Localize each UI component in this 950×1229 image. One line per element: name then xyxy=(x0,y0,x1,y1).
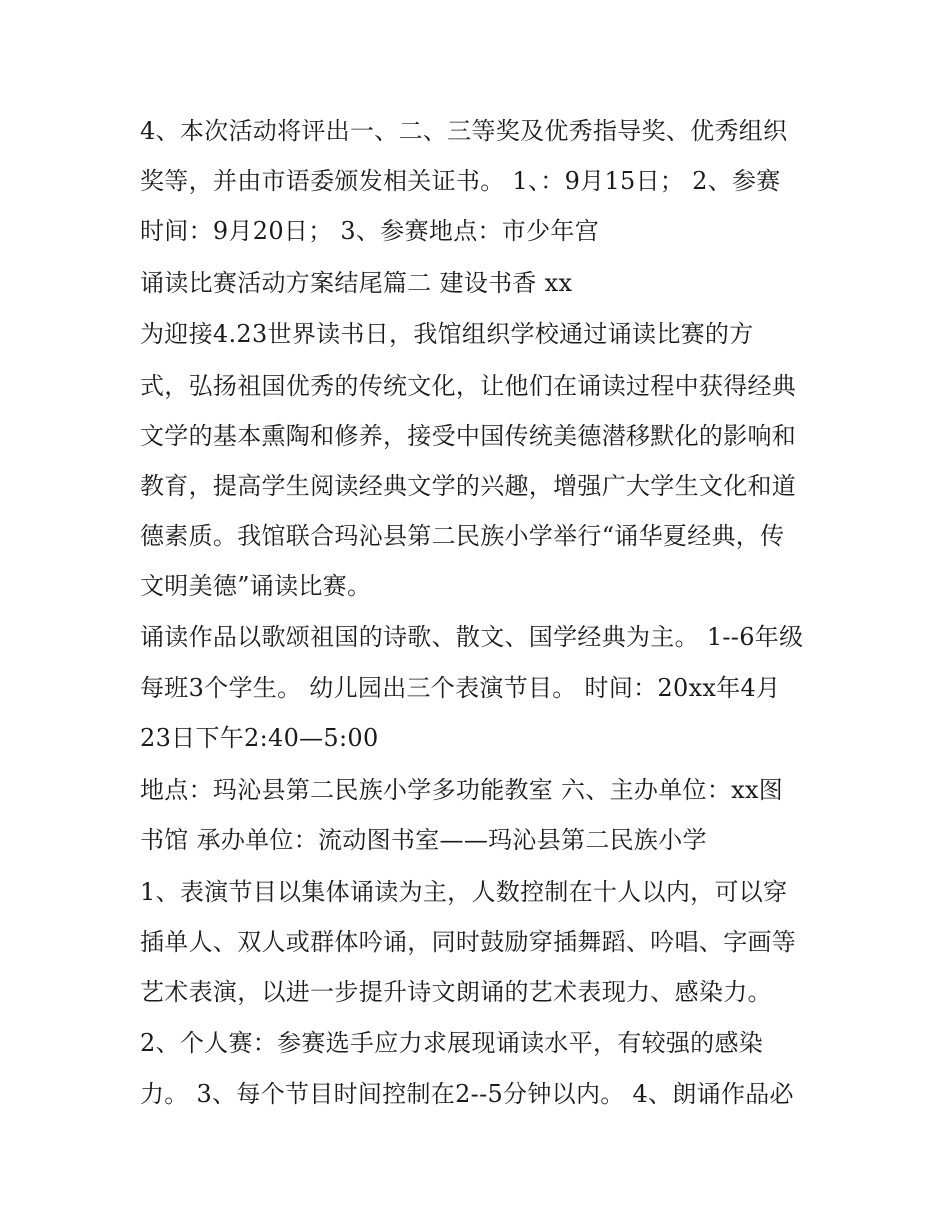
text-line: 时间：9月20日； 3、参赛地点：市少年宫 xyxy=(140,217,600,245)
text-line: 教育，提高学生阅读经典文学的兴趣，增强广大学生文化和道 xyxy=(140,472,797,500)
text-line: 式，弘扬祖国优秀的传统文化，让他们在诵读过程中获得经典 xyxy=(140,372,797,400)
text-line: 文明美德”诵读比赛。 xyxy=(140,572,372,600)
text-line: 1、表演节目以集体诵读为主，人数控制在十人以内，可以穿 xyxy=(140,878,788,906)
text-line: 4、本次活动将评出一、二、三等奖及优秀指导奖、优秀组织 xyxy=(140,117,788,145)
text-line: 为迎接4.23世界读书日，我馆组织学校通过诵读比赛的方 xyxy=(140,320,754,348)
text-line: 文学的基本熏陶和修养，接受中国传统美德潜移默化的影响和 xyxy=(140,422,797,450)
text-line: 力。 3、每个节目时间控制在2--5分钟以内。 4、朗诵作品必 xyxy=(140,1080,794,1108)
text-line: 奖等，并由市语委颁发相关证书。 1、：9月15日； 2、参赛 xyxy=(140,167,781,195)
text-line: 艺术表演，以进一步提升诗文朗诵的艺术表现力、感染力。 xyxy=(140,978,772,1006)
section-heading: 诵读比赛活动方案结尾篇二 建设书香 xx xyxy=(140,269,573,297)
text-line: 插单人、双人或群体吟诵，同时鼓励穿插舞蹈、吟唱、字画等 xyxy=(140,928,797,956)
text-line: 地点：玛沁县第二民族小学多功能教室 六、主办单位：xx图 xyxy=(140,776,784,804)
text-line: 每班3个学生。 幼儿园出三个表演节目。 时间：20xx年4月 xyxy=(140,674,781,702)
text-line: 诵读作品以歌颂祖国的诗歌、散文、国学经典为主。 1--6年级 xyxy=(140,623,804,651)
text-line: 2、个人赛：参赛选手应力求展现诵读水平，有较强的感染 xyxy=(140,1029,764,1057)
text-line: 23日下午2:40—5:00 xyxy=(140,724,379,752)
text-line: 德素质。我馆联合玛沁县第二民族小学举行“诵华夏经典，传 xyxy=(140,522,785,550)
text-line: 书馆 承办单位：流动图书室——玛沁县第二民族小学 xyxy=(140,826,707,854)
